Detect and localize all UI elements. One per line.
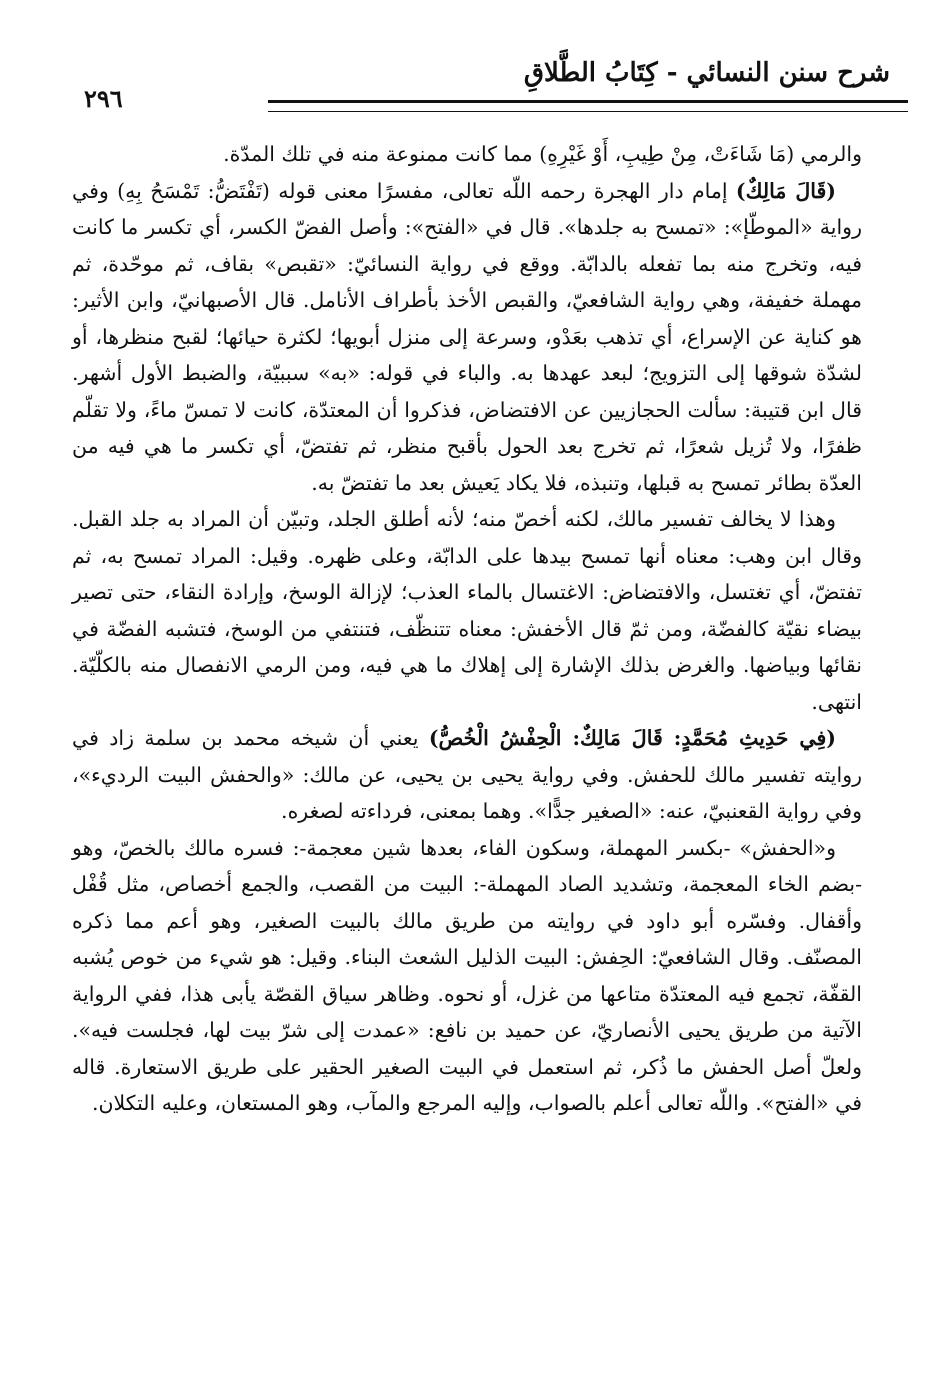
body-text [72,136,862,1122]
paragraph-1-text: والرمي (مَا شَاءَتْ، مِنْ طِيبِ، أَوْ غَيْرِهِ) مما كانت ممنوعة منه في تلك المدّة. [223,142,862,166]
paragraph-4-text: يعني أن شيخه محمد بن سلمة زاد في روايته تفسير مالك للحفش. وفي رواية يحيى بن يحيى، عن مالك: «والحفش البيت الرديء»، وفي رواية القعنبيّ، عنه: «الصغير جدًّا». وهما بمعنى، فرداءته لصغره. [72,726,862,823]
paragraph-5 [72,830,862,1122]
paragraph-2-lead: (قَالَ مَالِكٌ) [735,178,836,203]
paragraph-5-text: و«الحفش» -بكسر المهملة، وسكون الفاء، بعدها شين معجمة-: فسره مالك بالخصّ، وهو -بضم الخاء المعجمة، وتشديد الصاد المهملة-: البيت من القصب، والجمع أخصاص، مثل قُفْل وأقفال. وفسّره أبو داود في روايته من طريق مالك بالبيت الصغير، وهو أعم مما ذكره المصنّف. وقال الشافعيّ: الحِفش: البيت الذليل الشعث البناء. وقيل: هو شيء من خوص يُشبه القفّة، تجمع فيه المعتدّة متاعها من غزل، أو نحوه. وظاهر سياق القصّة يأبى هذا، ففي الرواية الآتية من طريق يحيى الأنصاريّ، عن حميد بن نافع: «عمدت إلى شرّ بيت لها، فجلست فيه». ولعلّ أصل الحفش ما ذُكر، ثم استعمل في البيت الصغير الحقير على طريق الاستعارة. قاله في «الفتح». واللّه تعالى أعلم بالصواب، وإليه المرجع والمآب، وهو المستعان، وعليه التكلان. [72,835,862,1115]
paragraph-3-text: وهذا لا يخالف تفسير مالك، لكنه أخصّ منه؛ لأنه أطلق الجلد، وتبيّن أن المراد به جلد القبل. وقال ابن وهب: معناه أنها تمسح بيدها على الدابّة، وعلى ظهره. وقيل: المراد تمسح به، ثم تفتضّ، أي تغتسل، والافتضاض: الاغتسال بالماء العذب؛ لإزالة الوسخ، وإرادة النقاء، حتى تصير بيضاء نقيّة كالفضّة، ومن ثمّ قال الأخفش: معناه تتنظّف، فتنتفي من الوسخ، فتشبه الفضّة في نقائها وبياضها. والغرض بذلك الإشارة إلى إهلاك ما هي فيه، ومن الرمي الانفصال منه بالكلّيّة. انتهى. [72,507,862,714]
running-header [60,58,908,118]
header-title: شرح سنن النسائي - كِتَابُ الطَّلاقِ [523,58,890,88]
paragraph-4-lead: (فِي حَدِيثِ مُحَمَّدٍ: قَالَ مَالِكٌ: الْحِفْشُ الْخُصُّ) [428,726,836,750]
paragraph-2-text: إمام دار الهجرة رحمه اللّه تعالى، مفسرًا معنى قوله (تَفْتَضُّ: تَمْسَحُ بِهِ) وفي رواية «الموطّإ»: «تمسح به جلدها». قال في «الفتح»: وأصل الفضّ الكسر، أي تكسر ما كانت فيه، وتخرج منه بما تفعله بالدابّة. ووقع في رواية النسائيّ: «تقبص» بقاف، ثم موحّدة، ثم مهملة خفيفة، وهي رواية الشافعيّ، والقبص الأخذ بأطراف الأنامل. قال الأصبهانيّ، وابن الأثير: هو كناية عن الإسراع، أي تذهب بعَدْو، وسرعة إلى منزل أبويها؛ لكثرة حيائها؛ لقبح منظرها، أو لشدّة شوقها إلى التزويج؛ لبعد عهدها به. والباء في قوله: «به» سببيّة، والضبط الأول أشهر. قال ابن قتيبة: سألت الحجازيين عن الافتضاض، فذكروا أن المعتدّة، كانت لا تمسّ ماءً، ولا تقلّم ظفرًا، ولا تُزيل شعرًا، ثم تخرج بعد الحول بأقبح منظر، ثم تفتضّ، أي تكسر ما هي فيه من العدّة بطائر تمسح به قبلها، وتنبذه، فلا يكاد يَعيش بعد ما تفتضّ به. [72,178,862,495]
paragraph-4 [72,720,862,830]
page-number: ٢٩٦ [76,84,131,113]
paragraph-3 [72,501,862,720]
paragraph-2 [72,173,862,502]
paragraph-1 [72,136,862,173]
header-rule [268,100,908,112]
